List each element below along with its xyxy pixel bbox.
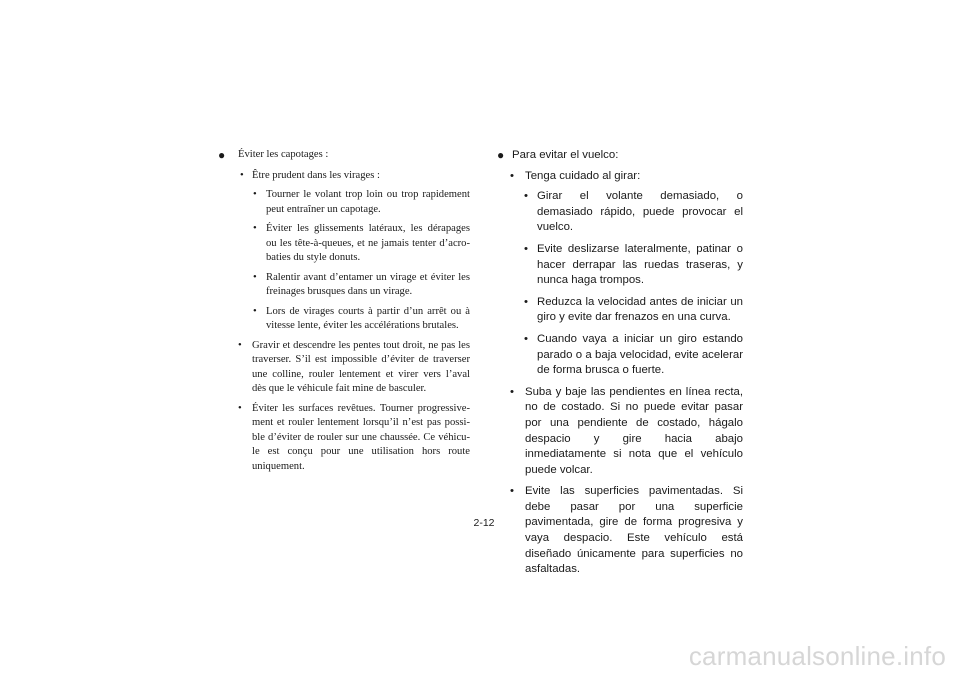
bullet-icon: • xyxy=(524,242,528,255)
list-item xyxy=(497,295,743,326)
bullet-icon: • xyxy=(510,169,514,182)
list-item xyxy=(218,402,470,475)
bullet-icon: • xyxy=(253,189,257,200)
list-item xyxy=(497,148,743,164)
bullet-icon: • xyxy=(238,402,242,414)
french-column xyxy=(218,148,470,479)
bullet-icon: • xyxy=(253,271,257,283)
list-item-text: Reduzca la velocidad antes de iniciar un giro y evite dar frenazos en una curva. xyxy=(537,295,743,324)
bullet-icon: • xyxy=(240,169,244,181)
list-item-text: Lors de virages courts à partir d’un arrêt ou à vitesse lente, éviter les accélérations brutales. xyxy=(266,305,470,331)
list-item-text: Evite las superficies pavimentadas. Si debe pasar por una superficie pavimentada, gire de forma progresiva y vaya despacio. Este vehículo está diseñado únicamente para superficies no asfaltadas. xyxy=(525,485,743,576)
list-item-text: Suba y baje las pendientes en línea recta, no de costado. Si no puede evitar pasar por una pendiente de costado, hágalo despacio y gire hacia abajo inmediatamente si nota que el vehículo puede volcar. xyxy=(525,385,743,476)
list-item-text: Gravir et descendre les pentes tout droit, ne pas les traverser. S’il est impossible d’éviter de traverser une colline, rouler lentement et virer vers l’aval dès que le véhicule fait mine de basculer. xyxy=(252,339,470,394)
list-item xyxy=(497,242,743,289)
bullet-icon: • xyxy=(510,485,514,498)
bullet-icon: • xyxy=(253,305,257,317)
list-item xyxy=(497,332,743,379)
list-item xyxy=(497,385,743,479)
list-item-text: Éviter les glissements latéraux, les dérapages ou les tête-à-queues, et ne jamais tenter d’acrobaties du style donuts. xyxy=(266,223,470,263)
list-item xyxy=(218,222,470,266)
list-item-text: Éviter les capotages : xyxy=(238,149,329,160)
list-item-text: Être prudent dans les virages : xyxy=(252,169,380,181)
list-item xyxy=(218,188,470,217)
list-item xyxy=(218,169,470,184)
spanish-column xyxy=(497,148,743,584)
list-item-text: Evite deslizarse lateralmente, patinar o hacer derrapar las ruedas traseras, y nunca haga trompos. xyxy=(537,242,743,287)
bullet-icon: ● xyxy=(497,148,505,162)
bullet-icon: • xyxy=(253,223,257,234)
bullet-icon: • xyxy=(524,295,528,308)
list-item-text: Tenga cuidado al girar: xyxy=(525,169,641,182)
watermark-text: carmanualsonline.info xyxy=(688,641,946,671)
bullet-icon: • xyxy=(238,339,242,351)
list-item-text: Cuando vaya a iniciar un giro estando parado o a baja velocidad, evite acelerar de forma brusca o fuerte. xyxy=(537,332,743,377)
bullet-icon: • xyxy=(510,385,514,398)
list-item xyxy=(218,339,470,397)
list-item xyxy=(497,169,743,185)
list-item-text: Ralentir avant d’entamer un virage et éviter les freinages brusques dans un virage. xyxy=(266,271,470,297)
list-item xyxy=(218,148,470,163)
list-item xyxy=(218,305,470,334)
list-item-text: Girar el volante demasiado, o demasiado rápido, puede provocar el vuelco. xyxy=(537,190,743,234)
list-item xyxy=(497,484,743,578)
list-item xyxy=(497,189,743,236)
list-item-text: Tourner le volant trop loin ou trop rapidement peut entraîner un capotage. xyxy=(266,189,470,215)
list-item-text: Éviter les surfaces revêtues. Tourner progressivement et rouler lentement lorsqu’il n’est pas possible d’éviter de rouler sur une chaussée. Ce véhicule est conçu pour une utilisation hors route uniquement. xyxy=(252,402,470,472)
list-item xyxy=(218,271,470,300)
bullet-icon: • xyxy=(524,332,528,345)
bullet-icon: ● xyxy=(218,148,226,162)
list-item-text: Para evitar el vuelco: xyxy=(512,149,619,161)
page-number: 2-12 xyxy=(473,517,495,529)
bullet-icon: • xyxy=(524,190,528,203)
